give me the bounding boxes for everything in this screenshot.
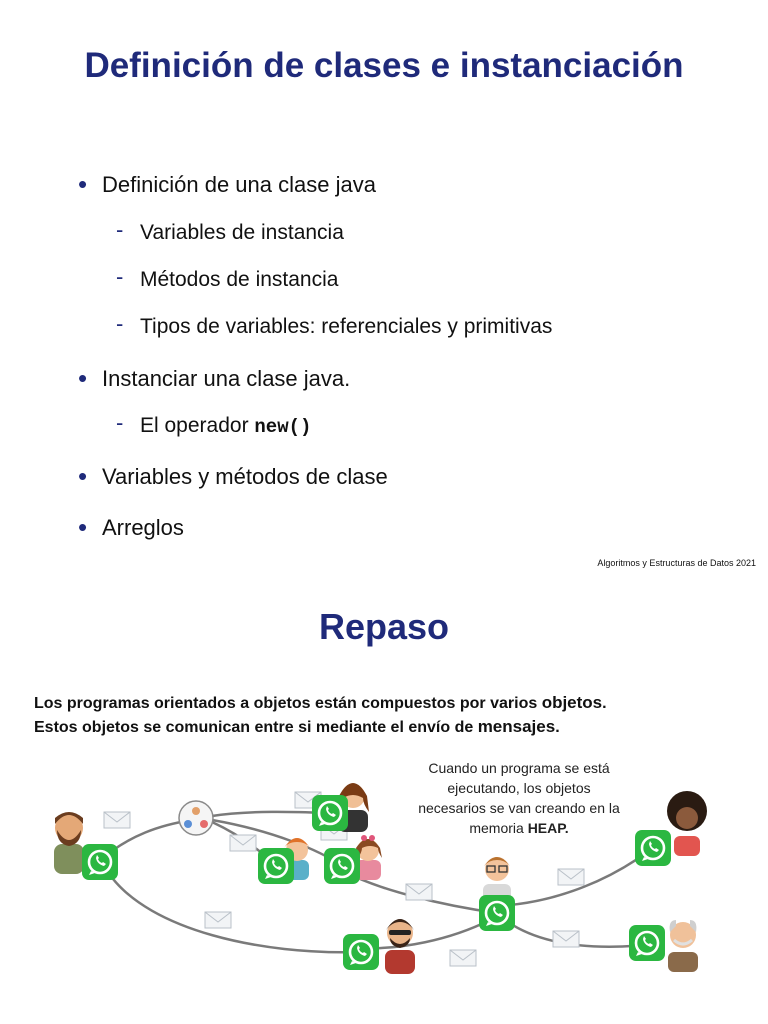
para-line2-prefix: Estos objetos se comunican entre si mediante el envío de bbox=[34, 719, 478, 736]
whatsapp-icon bbox=[324, 848, 360, 884]
envelope-icon bbox=[104, 812, 130, 828]
whatsapp-icon bbox=[629, 925, 665, 961]
envelope-icon bbox=[205, 912, 231, 928]
whatsapp-icon bbox=[82, 844, 118, 880]
sub-metodos-instancia bbox=[116, 264, 339, 292]
slide-2-title: Repaso bbox=[318, 606, 450, 647]
bullet-text: Definición de una clase java bbox=[102, 172, 376, 197]
note-line-1: Cuando un programa se está bbox=[428, 760, 610, 776]
group-icon bbox=[179, 801, 213, 835]
whatsapp-icon bbox=[258, 848, 294, 884]
bullet-dot-icon: • bbox=[78, 461, 88, 491]
bullet-text: Arreglos bbox=[102, 515, 184, 540]
envelope-icon bbox=[230, 835, 256, 851]
dash-icon: - bbox=[116, 410, 124, 435]
dash-icon: - bbox=[116, 311, 124, 336]
envelope-icon bbox=[558, 869, 584, 885]
sub-text: Métodos de instancia bbox=[140, 268, 339, 291]
bullet-dot-icon: • bbox=[78, 512, 88, 542]
whatsapp-icon bbox=[635, 830, 671, 866]
bullet-dot-icon: • bbox=[78, 363, 88, 393]
bullet-text: Instanciar una clase java. bbox=[102, 366, 351, 391]
para-line1-suffix: . bbox=[602, 695, 607, 712]
person-icon bbox=[54, 812, 84, 874]
slide-1-footer: Algoritmos y Estructuras de Datos 2021 bbox=[597, 558, 756, 568]
slide-2 bbox=[0, 590, 768, 1024]
whatsapp-icon bbox=[479, 895, 515, 931]
person-icon bbox=[668, 920, 698, 972]
bullet-variables-metodos-clase bbox=[78, 461, 388, 491]
bullet-definicion bbox=[78, 169, 376, 199]
sub-variables-instancia bbox=[116, 217, 344, 245]
object-network-diagram bbox=[0, 780, 768, 1024]
whatsapp-icon bbox=[312, 795, 348, 831]
note-line-2: ejecutando, los objetos bbox=[447, 780, 591, 796]
envelope-icon bbox=[450, 950, 476, 966]
sub-operador-new bbox=[116, 410, 312, 438]
bullet-arreglos bbox=[78, 512, 184, 542]
sub-text: Variables de instancia bbox=[140, 221, 344, 244]
bullet-instanciar bbox=[78, 363, 351, 393]
note-line-4-prefix: memoria bbox=[469, 820, 528, 836]
envelope-icon bbox=[553, 931, 579, 947]
person-icon bbox=[667, 791, 707, 856]
note-heap: HEAP. bbox=[527, 820, 569, 836]
sub-text: El operador bbox=[140, 414, 255, 437]
para-line2-suffix: . bbox=[555, 719, 560, 736]
sub-tipos-variables bbox=[116, 311, 553, 339]
slide-1-title: Definición de clases e instanciación bbox=[84, 46, 684, 85]
intro-paragraph bbox=[34, 691, 734, 739]
note-line-3: necesarios se van creando en la bbox=[418, 800, 620, 816]
para-mensajes: mensajes bbox=[477, 717, 556, 736]
dash-icon: - bbox=[116, 217, 124, 242]
sub-text: Tipos de variables: referenciales y primitivas bbox=[140, 315, 553, 338]
bullet-dot-icon: • bbox=[78, 169, 88, 199]
dash-icon: - bbox=[116, 264, 124, 289]
bullet-text: Variables y métodos de clase bbox=[102, 464, 388, 489]
envelope-icon bbox=[406, 884, 432, 900]
whatsapp-icon bbox=[343, 934, 379, 970]
para-line1-prefix: Los programas orientados a objetos están compuestos por varios bbox=[34, 695, 542, 712]
code-new: new() bbox=[254, 416, 312, 438]
para-objetos: objetos bbox=[541, 693, 603, 712]
